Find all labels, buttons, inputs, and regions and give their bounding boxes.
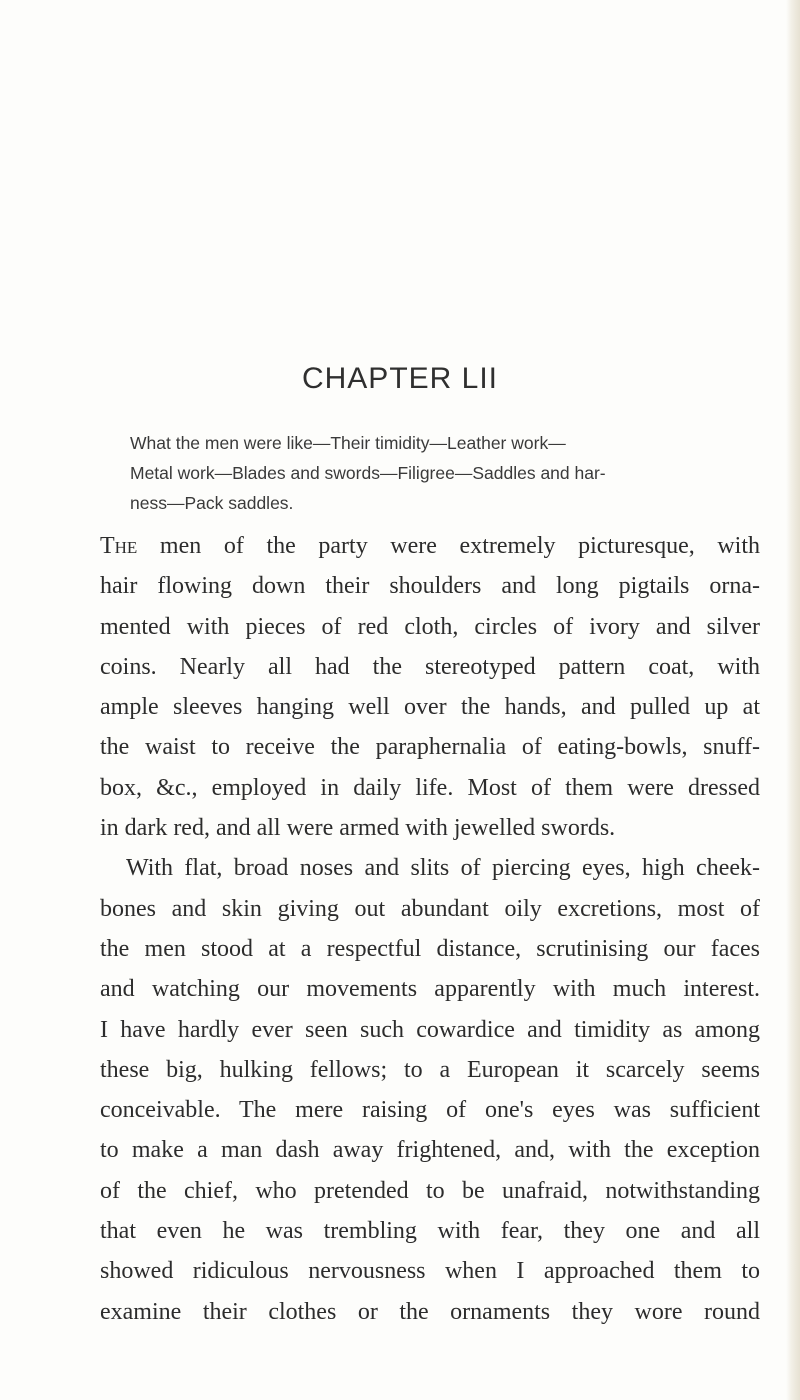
body-line: conceivable. The mere raising of one's eyes was sufficient: [100, 1097, 760, 1124]
body-line: in dark red, and all were armed with jewelled swords.: [100, 815, 616, 842]
page-edge-shadow: [786, 0, 800, 1400]
synopsis-line: ness—Pack saddles.: [130, 493, 294, 513]
body-line: that even he was trembling with fear, they one and all: [100, 1218, 760, 1245]
chapter-heading: CHAPTER LII: [301, 362, 499, 395]
body-line: of the chief, who pretended to be unafraid, notwithstanding: [100, 1177, 760, 1204]
body-line: and watching our movements apparently with much interest.: [100, 976, 760, 1003]
body-line: to make a man dash away frightened, and, with the exception: [100, 1137, 760, 1164]
body-line: coins. Nearly all had the stereotyped pattern coat, with: [100, 653, 760, 680]
body-line: the men stood at a respectful distance, scrutinising our faces: [100, 935, 760, 962]
body-line: mented with pieces of red cloth, circles of ivory and silver: [100, 613, 760, 640]
body-line: [100, 526, 760, 566]
body-line: box, &c., employed in daily life. Most of them were dressed: [100, 774, 760, 801]
body-line: With flat, broad noses and slits of piercing eyes, high cheek-: [126, 855, 760, 882]
body-line: examine their clothes or the ornaments they wore round: [100, 1298, 760, 1325]
body-line: the waist to receive the paraphernalia of eating-bowls, snuff-: [100, 734, 760, 761]
synopsis-line: What the men were like—Their timidity—Leather work—: [130, 433, 566, 453]
synopsis-line: Metal work—Blades and swords—Filigree—Saddles and har-: [130, 463, 606, 483]
body-line: bones and skin giving out abundant oily excretions, most of: [100, 895, 760, 922]
opening-word: The: [100, 533, 138, 559]
chapter-synopsis: [130, 428, 712, 518]
body-line: hair flowing down their shoulders and long pigtails orna-: [100, 573, 760, 600]
body-line: ample sleeves hanging well over the hands, and pulled up at: [100, 694, 760, 721]
body-line: showed ridiculous nervousness when I approached them to: [100, 1258, 760, 1285]
body-line: I have hardly ever seen such cowardice and timidity as among: [100, 1016, 760, 1043]
body-paragraphs: [100, 526, 760, 1332]
body-line: these big, hulking fellows; to a European it scarcely seems: [100, 1056, 760, 1083]
body-line-text: men of the party were extremely picturesque, with: [137, 533, 760, 559]
